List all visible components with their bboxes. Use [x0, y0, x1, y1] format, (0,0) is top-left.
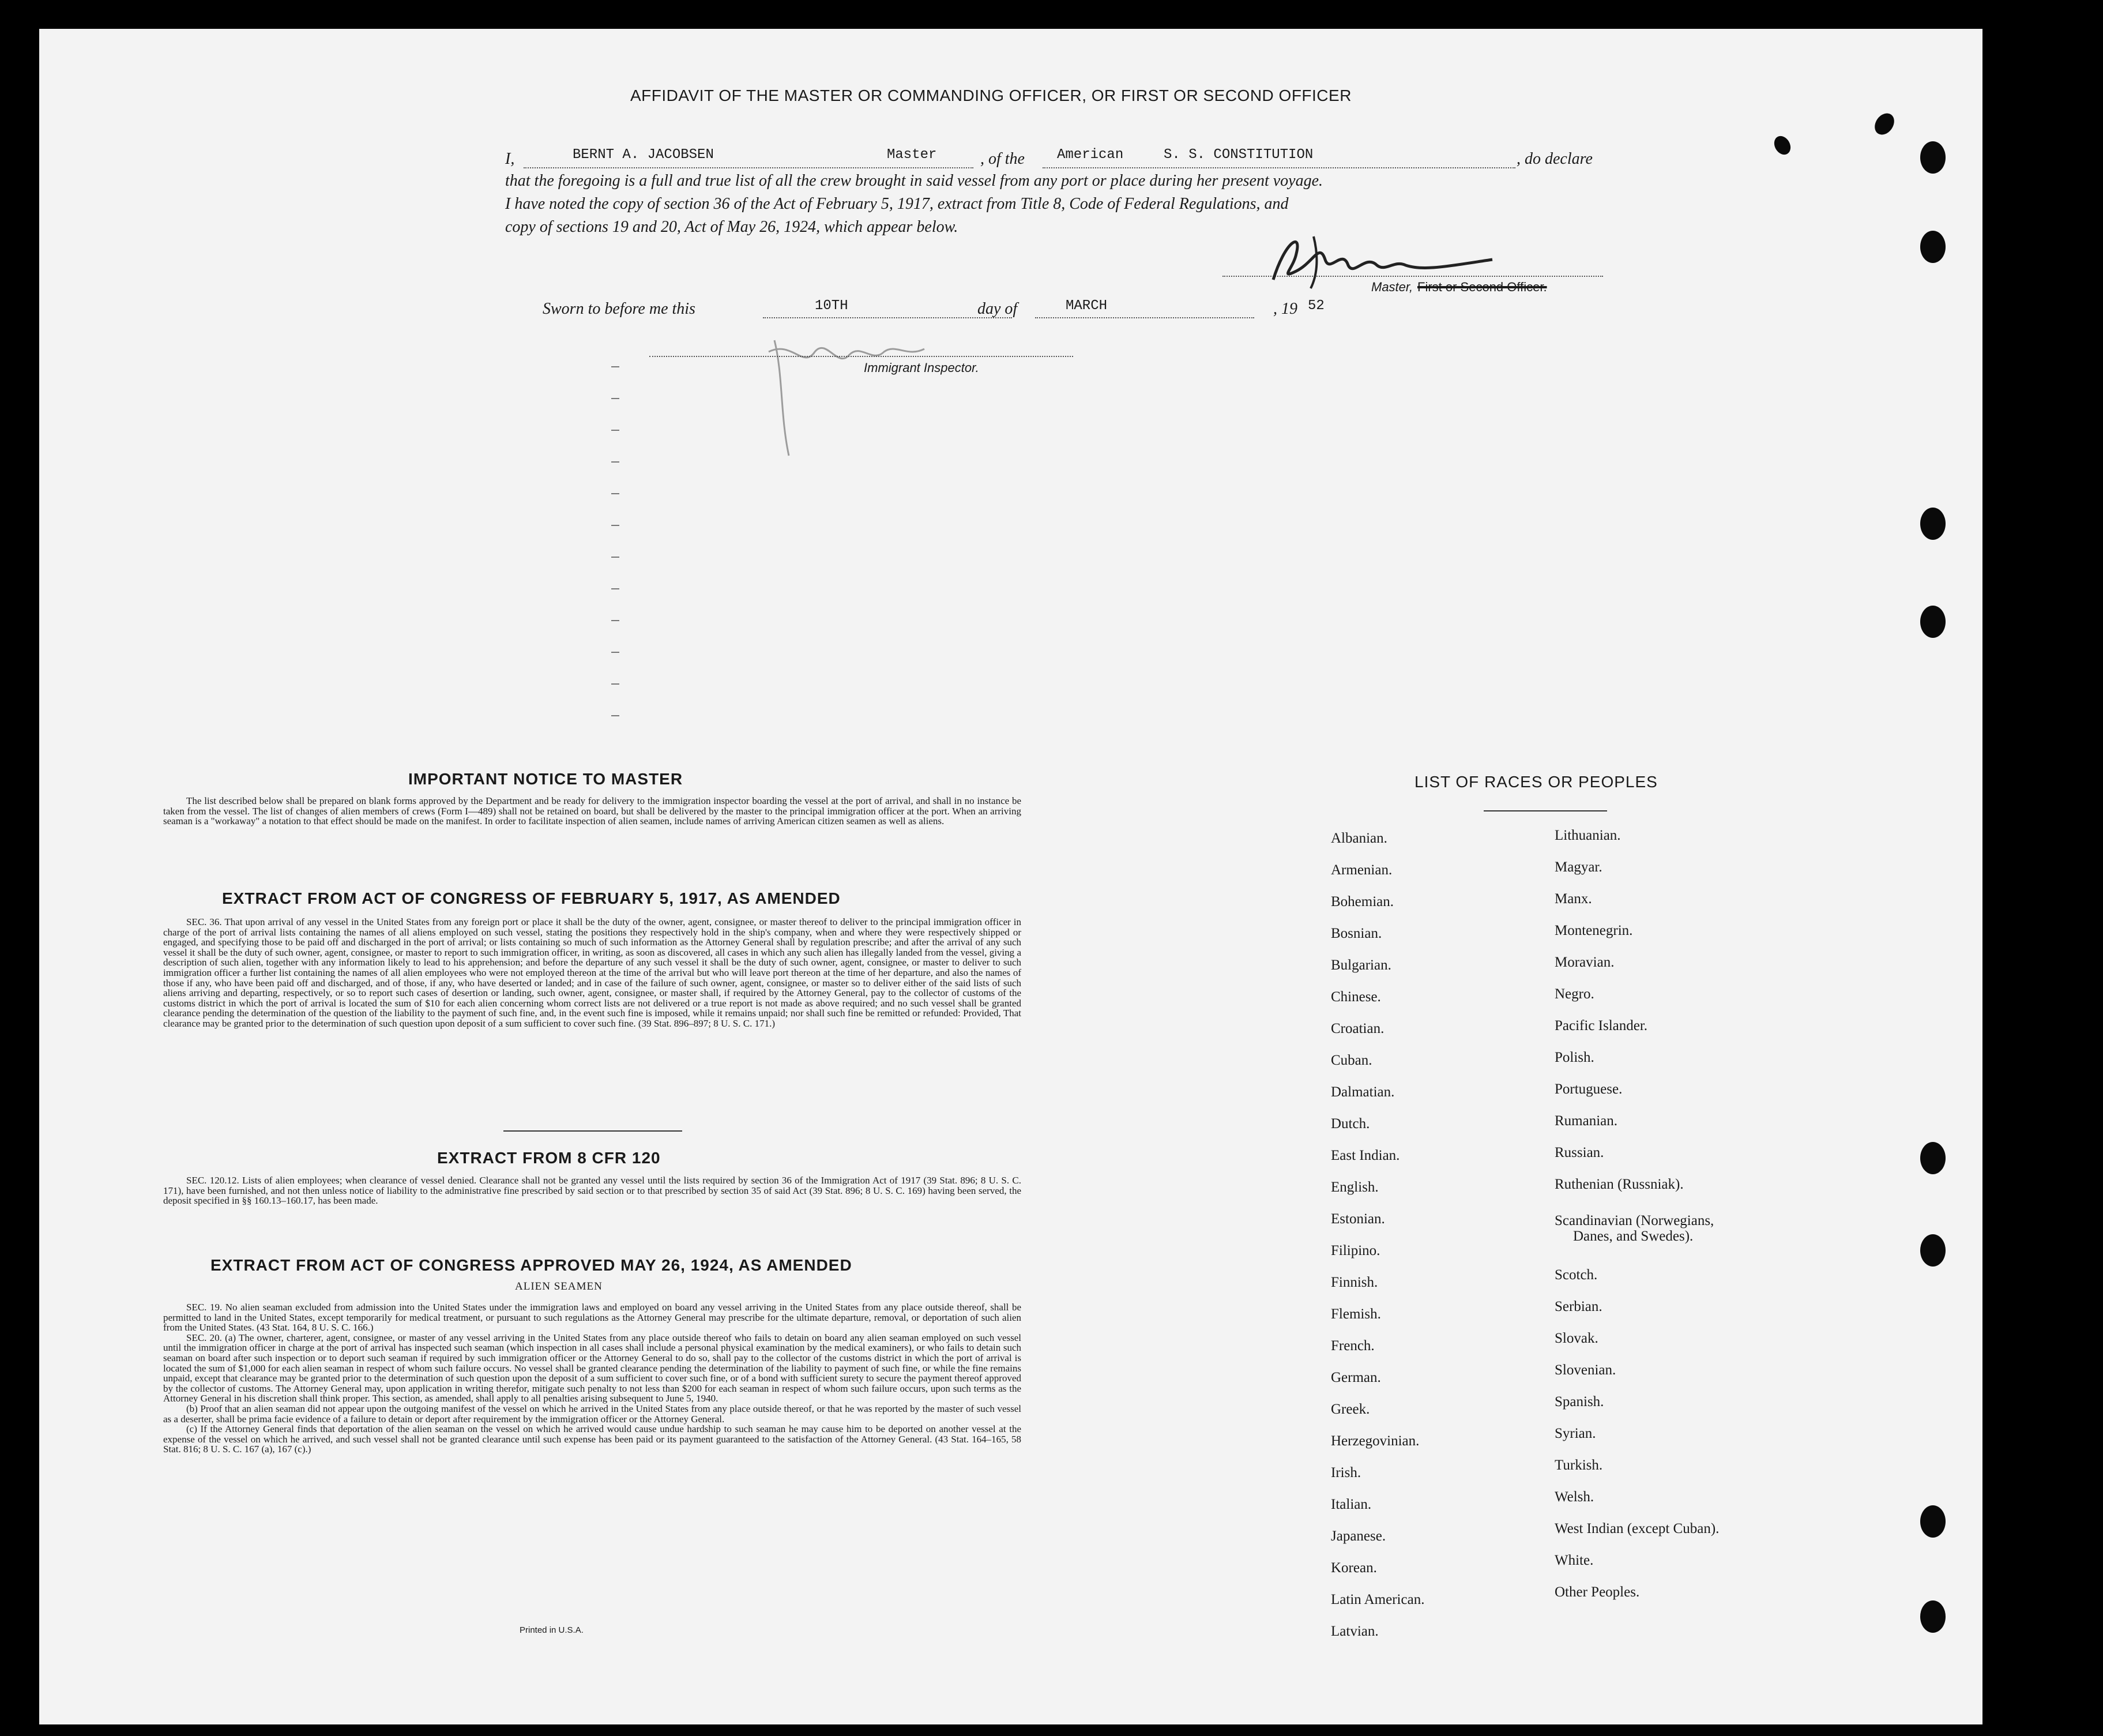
signer-caption-struck: First or Second Officer. [1417, 280, 1547, 294]
punch-hole [1920, 141, 1946, 174]
race-left: German. [1331, 1370, 1381, 1385]
race-left: Chinese. [1331, 989, 1381, 1005]
sec-20c-paragraph: (c) If the Attorney General finds that deportation of the alien seaman on the vessel on which he arrived would cause undue hardship to such seaman he may cause him to be deported on another vessel at the expense of the vessel on which he arrived, and such vessel shall not be granted clearance until such expense has been paid or its payment guaranteed to the satisfaction of the Attorney General. (43 Stat. 164–165, 58 Stat. 816; 8 U. S. C. 167 (a), 167 (c).) [163, 1423, 1021, 1455]
race-right: Negro. [1555, 986, 1594, 1002]
officer-rank: Master [887, 147, 937, 163]
race-left: Armenian. [1331, 862, 1393, 878]
race-right: West Indian (except Cuban). [1555, 1521, 1720, 1536]
year-suffix: 52 [1308, 298, 1325, 314]
extract-1917-heading: EXTRACT FROM ACT OF CONGRESS OF FEBRUARY 5, 1917, AS AMENDED [222, 889, 841, 907]
race-left: Cuban. [1331, 1053, 1372, 1068]
race-left: Croatian. [1331, 1021, 1385, 1036]
of-the-label: , of the [980, 150, 1025, 168]
alien-seamen-subheading: ALIEN SEAMEN [515, 1280, 603, 1292]
race-left: Filipino. [1331, 1243, 1380, 1258]
do-declare-label: , do declare [1517, 150, 1593, 168]
race-left: Estonian. [1331, 1211, 1385, 1227]
race-right: Polish. [1555, 1050, 1594, 1065]
affidavit-title: AFFIDAVIT OF THE MASTER OR COMMANDING OFFICER, OR FIRST OR SECOND OFFICER [630, 87, 1352, 104]
race-right: Scotch. [1555, 1267, 1598, 1283]
race-right: Danes, and Swedes). [1573, 1228, 1694, 1244]
extract-cfr-heading: EXTRACT FROM 8 CFR 120 [437, 1149, 661, 1167]
race-right: Slovenian. [1555, 1362, 1616, 1378]
race-left: Bohemian. [1331, 894, 1394, 910]
race-left: English. [1331, 1179, 1379, 1195]
punch-hole [1920, 1142, 1946, 1174]
race-right: Spanish. [1555, 1394, 1604, 1410]
notice-heading: IMPORTANT NOTICE TO MASTER [408, 770, 683, 788]
punch-hole [1920, 1505, 1946, 1538]
race-left: Herzegovinian. [1331, 1433, 1420, 1449]
race-right: Lithuanian. [1555, 828, 1621, 843]
race-right: Turkish. [1555, 1457, 1603, 1473]
vessel-nationality: American [1057, 147, 1124, 163]
document-page [39, 29, 1982, 1724]
race-left: Korean. [1331, 1560, 1377, 1576]
race-right: Pacific Islander. [1555, 1018, 1648, 1034]
sec-20a-paragraph: SEC. 20. (a) The owner, charterer, agent, consignee, or master of any vessel arriving in the United States from any place outside thereof who fails to detain on board any alien seaman employed on such vessel until the immigration officer in charge at the port of arrival has inspected such seaman (which inspection in all cases shall include a personal physical examination by the medical examiners), or who fails to detain such seaman on board after such inspection or to deport such seaman if required by such immigration officer or the Attorney General to do so, shall pay to the collector of the customs district in which the port of arrival is located the sum of $1,000 for each alien seaman in respect of whom such failure occurs. No vessel shall be granted clearance pending the determination of the liability to payment of such fine, or while the fine remains unpaid, except that clearance may be granted prior to the determination of such question upon the deposit of a sum sufficient to cover such fine, or of a bond with sufficient surety to secure the payment thereof approved by the collector of customs. The Attorney General may, upon application in writing therefor, mitigate such penalty to not less than $200 for each seaman in respect of whom such failure occurs, upon such terms as the Attorney General in his discretion shall think proper. This section, as amended, shall apply to all penalties arising subsequent to June 5, 1940. [163, 1332, 1021, 1404]
sworn-prefix: Sworn to before me this [543, 300, 695, 318]
race-left: Bosnian. [1331, 926, 1382, 941]
race-left: Dalmatian. [1331, 1084, 1395, 1100]
extract-1924-text [163, 1302, 1021, 1455]
race-right: Ruthenian (Russniak). [1555, 1177, 1684, 1192]
race-left: East Indian. [1331, 1148, 1400, 1163]
race-right: White. [1555, 1553, 1594, 1568]
races-heading: LIST OF RACES OR PEOPLES [1414, 773, 1658, 791]
sworn-day: 10TH [815, 298, 848, 314]
race-left: French. [1331, 1338, 1375, 1354]
race-left: Latin American. [1331, 1592, 1425, 1607]
punch-hole [1920, 231, 1946, 263]
race-right: Montenegrin. [1555, 923, 1633, 938]
extract-cfr-text: SEC. 120.12. Lists of alien employees; when clearance of vessel denied. Clearance shall not be granted any vessel until the lists required by section 36 of the Immigration Act of 1917 (39 Stat. 896; 8 U. S. C. 171), have been furnished, and not then unless notice of liability to the administrative fine prescribed by said section or to that prescribed by section 35 of said Act (39 Stat. 896; 8 U. S. C. 169) having been served, the deposit specified in §§ 160.13–160.17, has been made. [163, 1175, 1021, 1207]
race-right: Portuguese. [1555, 1081, 1623, 1097]
race-right: Slovak. [1555, 1331, 1598, 1346]
race-left: Flemish. [1331, 1306, 1381, 1322]
race-right: Syrian. [1555, 1426, 1596, 1441]
affidavit-line2: that the foregoing is a full and true list of all the crew brought in said vessel from any port or place during her present voyage. [505, 172, 1323, 190]
race-left: Albanian. [1331, 831, 1387, 846]
race-left: Latvian. [1331, 1624, 1379, 1639]
race-right: Scandinavian (Norwegians, [1555, 1213, 1714, 1228]
printed-in-usa: Printed in U.S.A. [520, 1625, 584, 1635]
punch-hole [1920, 1600, 1946, 1633]
extract-1917-text: SEC. 36. That upon arrival of any vessel in the United States from any foreign port or place it shall be the duty of the owner, agent, consignee, or master thereof to deliver to the principal immigration officer in charge of the port of arrival lists containing the names of all aliens employed on such vessel, stating the positions they respectively hold in the ship's company, when and where they were respectively shipped or engaged, and specifying those to be paid off and discharged in the port of arrival; or lists containing so much of such information as the Attorney General shall by regulation prescribe; and after the arrival of any such vessel it shall be the duty of such owner, agent, consignee, or master to report to such immigration officer, in writing, as soon as discovered, all cases in which any such alien has illegally landed from the vessel, giving a description of such alien, together with any information likely to lead to his apprehension; and before the departure of any such vessel it shall be the duty of such owner, agent, consignee, or master to deliver to such immigration officer a further list containing the names of all alien employees who were not employed thereon at the time of the arrival but who will leave port thereon at the time of her departure, and also the names of those if any, who have been paid off and discharged, and of those, if any, who have deserted or landed; and in case of the failure of such owner, agent, consignee, or master so to deliver either of the said lists of such aliens arriving and departing, respectively, or so to report such cases of desertion or landing, such owner, agent, consignee, or master shall, if required by the Attorney General, pay to the collector of customs of the customs district in which the port of arrival is located the sum of $10 for each alien concerning whom correct lists are not delivered or a true report is not made as above required; and no such vessel shall be granted clearance pending the determination of the question of the liability to the payment of such fine, and, in the event such fine is imposed, while it remains unpaid; nor shall such fine be remitted or refunded: Provided, That clearance may be granted prior to the determination of such question upon deposit of a sum sufficient to cover such fine. (39 Stat. 896–897; 8 U. S. C. 171.) [163, 916, 1021, 1029]
notice-text: The list described below shall be prepared on blank forms approved by the Department and be ready for delivery to the immigration inspector boarding the vessel at the port of arrival, and shall in no instance be taken from the vessel. The list of changes of alien members of crews (Form I—489) shall not be retained on board, but shall be delivered by the master to the principal immigration officer at the port. When an arriving seaman is a "workaway" a notation to that effect should be made on the manifest. In order to facilitate inspection of alien seamen, include names of arriving American citizen seamen as well as aliens. [163, 795, 1021, 827]
sec-20b-paragraph: (b) Proof that an alien seaman did not appear upon the outgoing manifest of the vessel on which he arrived in the United States from any place outside thereof, or that he was reported by the master of such vessel as a deserter, shall be prima facie evidence of a failure to detain or deport after requirement by the immigration officer or the Attorney General. [163, 1403, 1021, 1425]
race-right: Serbian. [1555, 1299, 1602, 1314]
inspector-caption: Immigrant Inspector. [864, 360, 979, 375]
punch-hole [1920, 606, 1946, 638]
race-right: Russian. [1555, 1145, 1604, 1160]
sec-19-paragraph: SEC. 19. No alien seaman excluded from admission into the United States under the immigration laws and employed on board any vessel arriving in the United States from any place outside thereof, shall be permitted to land in the United States, except temporarily for medical treatment, or pursuant to such regulations as the Attorney General may prescribe for the ultimate departure, removal, or deportation of such alien from the United States. (43 Stat. 164, 8 U. S. C. 166.) [163, 1302, 1021, 1333]
affidavit-line4: copy of sections 19 and 20, Act of May 26, 1924, which appear below. [505, 218, 958, 236]
punch-hole [1920, 1234, 1946, 1267]
race-right: Magyar. [1555, 859, 1602, 875]
punch-hole [1920, 508, 1946, 540]
race-left: Irish. [1331, 1465, 1361, 1481]
race-right: Manx. [1555, 891, 1592, 907]
sworn-month: MARCH [1066, 298, 1108, 314]
vessel-name: S. S. CONSTITUTION [1164, 147, 1314, 163]
race-right: Welsh. [1555, 1489, 1594, 1505]
race-left: Dutch. [1331, 1116, 1370, 1132]
year-prefix: , 19 [1273, 300, 1297, 318]
race-right: Moravian. [1555, 955, 1615, 970]
race-left: Greek. [1331, 1401, 1370, 1417]
punch-hole [1871, 110, 1898, 138]
inspector-signature [757, 329, 930, 461]
race-left: Italian. [1331, 1497, 1372, 1512]
signer-caption-master: Master, [1371, 280, 1413, 294]
extract-1924-heading: EXTRACT FROM ACT OF CONGRESS APPROVED MAY 26, 1924, AS AMENDED [210, 1256, 852, 1274]
officer-name: BERNT A. JACOBSEN [573, 147, 714, 163]
race-right: Rumanian. [1555, 1113, 1618, 1129]
day-of-label: day of [977, 300, 1018, 318]
affidavit-line1-prefix: I, [505, 150, 515, 168]
race-left: Finnish. [1331, 1275, 1378, 1290]
race-right: Other Peoples. [1555, 1584, 1640, 1600]
punch-hole [1771, 133, 1794, 157]
race-left: Bulgarian. [1331, 957, 1391, 973]
affidavit-line3: I have noted the copy of section 36 of the Act of February 5, 1917, extract from Title 8, Code of Federal Regulations, and [505, 195, 1289, 213]
race-left: Japanese. [1331, 1528, 1386, 1544]
